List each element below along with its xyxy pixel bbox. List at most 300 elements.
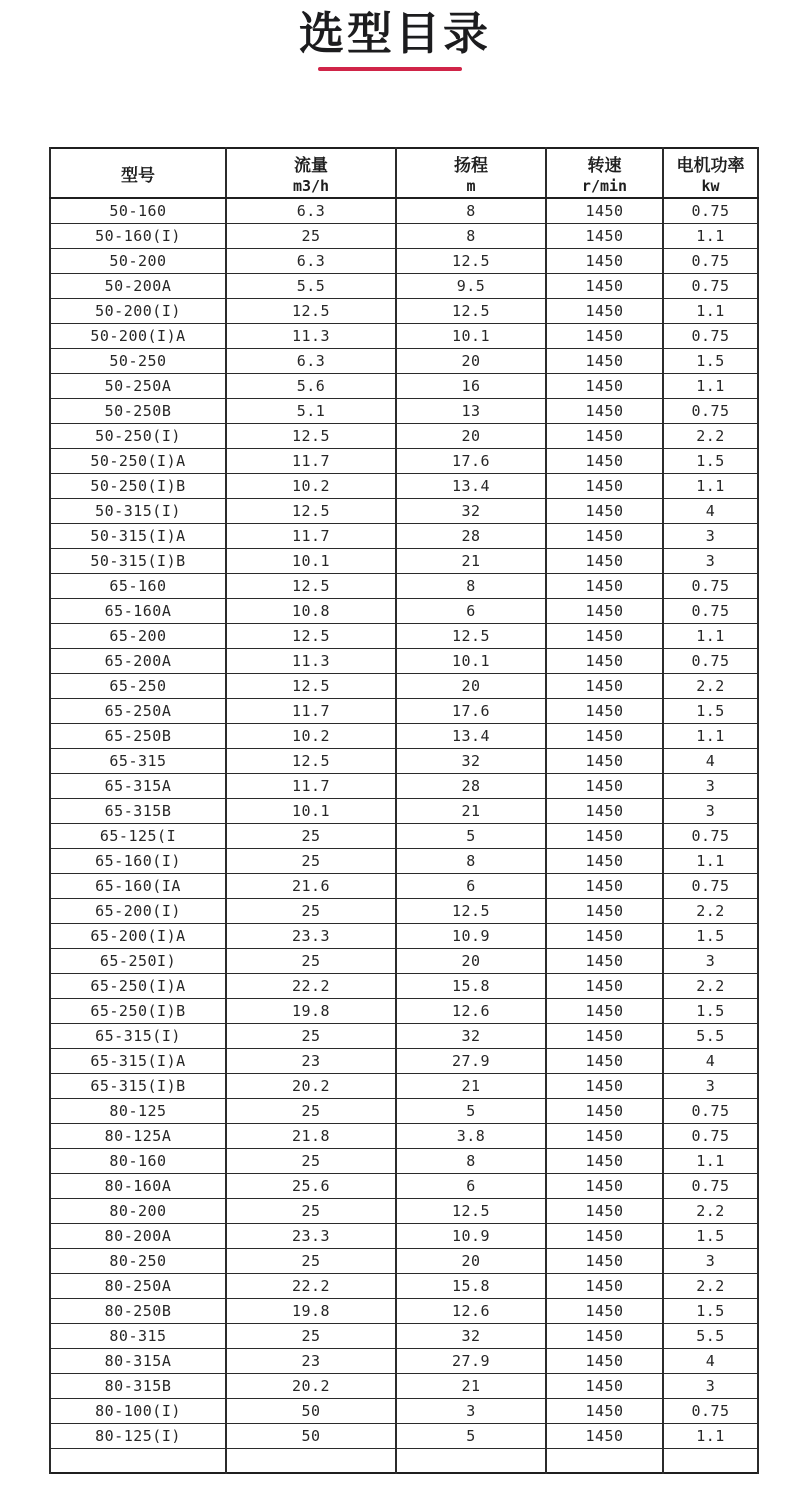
cell-head: 21 bbox=[396, 1073, 546, 1098]
cell-model: 50-250(I)A bbox=[50, 448, 226, 473]
cell-flow: 10.2 bbox=[226, 723, 396, 748]
cell-power: 0.75 bbox=[663, 398, 758, 423]
cell-flow: 25 bbox=[226, 1023, 396, 1048]
cell-model: 50-200 bbox=[50, 248, 226, 273]
table-row bbox=[50, 223, 758, 248]
cell-power: 1.5 bbox=[663, 1298, 758, 1323]
cell-flow: 12.5 bbox=[226, 298, 396, 323]
table-row bbox=[50, 248, 758, 273]
table-row bbox=[50, 1023, 758, 1048]
cell-model: 80-160A bbox=[50, 1173, 226, 1198]
cell-flow: 25 bbox=[226, 1323, 396, 1348]
cell-head: 10.9 bbox=[396, 923, 546, 948]
cell-power: 1.1 bbox=[663, 723, 758, 748]
cell-speed: 1450 bbox=[546, 1223, 663, 1248]
cell-head: 12.5 bbox=[396, 623, 546, 648]
cell-model: 50-315(I) bbox=[50, 498, 226, 523]
header-cell-speed bbox=[546, 148, 663, 198]
table-row bbox=[50, 398, 758, 423]
cell-power: 1.5 bbox=[663, 998, 758, 1023]
cell-flow: 22.2 bbox=[226, 1273, 396, 1298]
cell-head: 12.5 bbox=[396, 1198, 546, 1223]
cell-speed: 1450 bbox=[546, 723, 663, 748]
cell-speed: 1450 bbox=[546, 473, 663, 498]
cell-head: 21 bbox=[396, 798, 546, 823]
table-row bbox=[50, 1123, 758, 1148]
cell-speed: 1450 bbox=[546, 973, 663, 998]
cell-power: 3 bbox=[663, 798, 758, 823]
cell-power: 3 bbox=[663, 523, 758, 548]
cell-model: 80-160 bbox=[50, 1148, 226, 1173]
cell-model: 80-125 bbox=[50, 1098, 226, 1123]
cell-flow: 25 bbox=[226, 1248, 396, 1273]
cell-model: 65-315(I)B bbox=[50, 1073, 226, 1098]
table-row bbox=[50, 1373, 758, 1398]
cell-empty bbox=[663, 1448, 758, 1473]
cell-speed: 1450 bbox=[546, 448, 663, 473]
cell-speed: 1450 bbox=[546, 373, 663, 398]
cell-flow: 20.2 bbox=[226, 1073, 396, 1098]
cell-power: 4 bbox=[663, 1048, 758, 1073]
cell-speed: 1450 bbox=[546, 573, 663, 598]
cell-head: 9.5 bbox=[396, 273, 546, 298]
cell-flow: 6.3 bbox=[226, 198, 396, 223]
cell-flow: 25 bbox=[226, 1198, 396, 1223]
cell-power: 1.1 bbox=[663, 473, 758, 498]
cell-head: 8 bbox=[396, 573, 546, 598]
cell-head: 13 bbox=[396, 398, 546, 423]
cell-head: 32 bbox=[396, 1023, 546, 1048]
cell-model: 65-160(I) bbox=[50, 848, 226, 873]
cell-speed: 1450 bbox=[546, 523, 663, 548]
cell-head: 12.5 bbox=[396, 248, 546, 273]
cell-flow: 12.5 bbox=[226, 423, 396, 448]
cell-head: 8 bbox=[396, 198, 546, 223]
cell-speed: 1450 bbox=[546, 1148, 663, 1173]
cell-model: 50-250 bbox=[50, 348, 226, 373]
cell-flow: 19.8 bbox=[226, 998, 396, 1023]
table-header-row bbox=[50, 148, 758, 198]
table-row-partial bbox=[50, 1448, 758, 1473]
table-row bbox=[50, 1273, 758, 1298]
cell-model: 65-315A bbox=[50, 773, 226, 798]
cell-flow: 25 bbox=[226, 898, 396, 923]
cell-model: 65-315(I)A bbox=[50, 1048, 226, 1073]
cell-flow: 21.8 bbox=[226, 1123, 396, 1148]
cell-power: 3 bbox=[663, 1073, 758, 1098]
cell-head: 8 bbox=[396, 848, 546, 873]
cell-power: 0.75 bbox=[663, 198, 758, 223]
cell-model: 50-200(I)A bbox=[50, 323, 226, 348]
header-cell-flow bbox=[226, 148, 396, 198]
cell-head: 13.4 bbox=[396, 723, 546, 748]
cell-head: 10.9 bbox=[396, 1223, 546, 1248]
cell-power: 3 bbox=[663, 948, 758, 973]
cell-speed: 1450 bbox=[546, 273, 663, 298]
cell-flow: 6.3 bbox=[226, 348, 396, 373]
cell-speed: 1450 bbox=[546, 798, 663, 823]
cell-model: 65-160A bbox=[50, 598, 226, 623]
cell-head: 20 bbox=[396, 673, 546, 698]
cell-head: 20 bbox=[396, 1248, 546, 1273]
cell-power: 0.75 bbox=[663, 1123, 758, 1148]
cell-model: 50-315(I)A bbox=[50, 523, 226, 548]
cell-power: 0.75 bbox=[663, 598, 758, 623]
cell-power: 3 bbox=[663, 1373, 758, 1398]
cell-speed: 1450 bbox=[546, 1323, 663, 1348]
table-row bbox=[50, 1248, 758, 1273]
cell-power: 2.2 bbox=[663, 898, 758, 923]
header-label: 型号 bbox=[121, 165, 155, 186]
cell-head: 12.6 bbox=[396, 998, 546, 1023]
cell-model: 50-250A bbox=[50, 373, 226, 398]
cell-speed: 1450 bbox=[546, 1073, 663, 1098]
cell-head: 20 bbox=[396, 423, 546, 448]
header-cell-head bbox=[396, 148, 546, 198]
cell-head: 8 bbox=[396, 223, 546, 248]
table-row bbox=[50, 623, 758, 648]
table-row bbox=[50, 598, 758, 623]
cell-power: 3 bbox=[663, 1248, 758, 1273]
cell-speed: 1450 bbox=[546, 1273, 663, 1298]
cell-speed: 1450 bbox=[546, 773, 663, 798]
cell-flow: 10.2 bbox=[226, 473, 396, 498]
cell-head: 16 bbox=[396, 373, 546, 398]
cell-head: 21 bbox=[396, 1373, 546, 1398]
cell-model: 50-200A bbox=[50, 273, 226, 298]
table-row bbox=[50, 1198, 758, 1223]
cell-head: 15.8 bbox=[396, 1273, 546, 1298]
cell-power: 4 bbox=[663, 498, 758, 523]
cell-speed: 1450 bbox=[546, 548, 663, 573]
cell-head: 6 bbox=[396, 873, 546, 898]
header-unit: m3/h bbox=[292, 177, 330, 195]
cell-model: 65-250B bbox=[50, 723, 226, 748]
cell-speed: 1450 bbox=[546, 398, 663, 423]
cell-flow: 50 bbox=[226, 1423, 396, 1448]
cell-power: 0.75 bbox=[663, 648, 758, 673]
table-row bbox=[50, 948, 758, 973]
table-row bbox=[50, 323, 758, 348]
cell-empty bbox=[546, 1448, 663, 1473]
table-row bbox=[50, 1073, 758, 1098]
cell-head: 3.8 bbox=[396, 1123, 546, 1148]
cell-speed: 1450 bbox=[546, 1248, 663, 1273]
cell-head: 10.1 bbox=[396, 648, 546, 673]
table-row bbox=[50, 998, 758, 1023]
cell-model: 80-125(I) bbox=[50, 1423, 226, 1448]
cell-flow: 50 bbox=[226, 1398, 396, 1423]
cell-empty bbox=[50, 1448, 226, 1473]
cell-head: 28 bbox=[396, 773, 546, 798]
cell-head: 5 bbox=[396, 1423, 546, 1448]
table-row bbox=[50, 748, 758, 773]
selection-table bbox=[49, 147, 759, 1474]
cell-head: 20 bbox=[396, 948, 546, 973]
cell-power: 0.75 bbox=[663, 1398, 758, 1423]
cell-flow: 12.5 bbox=[226, 748, 396, 773]
cell-speed: 1450 bbox=[546, 498, 663, 523]
table-row bbox=[50, 923, 758, 948]
cell-speed: 1450 bbox=[546, 323, 663, 348]
cell-flow: 20.2 bbox=[226, 1373, 396, 1398]
cell-model: 65-250I) bbox=[50, 948, 226, 973]
cell-power: 1.5 bbox=[663, 698, 758, 723]
cell-flow: 5.1 bbox=[226, 398, 396, 423]
cell-flow: 10.8 bbox=[226, 598, 396, 623]
cell-power: 5.5 bbox=[663, 1023, 758, 1048]
cell-speed: 1450 bbox=[546, 673, 663, 698]
table-row bbox=[50, 898, 758, 923]
cell-power: 0.75 bbox=[663, 323, 758, 348]
table-row bbox=[50, 673, 758, 698]
cell-head: 15.8 bbox=[396, 973, 546, 998]
cell-head: 21 bbox=[396, 548, 546, 573]
table-row bbox=[50, 1048, 758, 1073]
cell-power: 2.2 bbox=[663, 1273, 758, 1298]
cell-model: 80-200 bbox=[50, 1198, 226, 1223]
cell-power: 1.5 bbox=[663, 348, 758, 373]
header-label: 流量 bbox=[294, 156, 328, 176]
cell-power: 1.5 bbox=[663, 448, 758, 473]
cell-power: 2.2 bbox=[663, 1198, 758, 1223]
cell-flow: 11.3 bbox=[226, 323, 396, 348]
cell-model: 65-315 bbox=[50, 748, 226, 773]
header-unit: kw bbox=[701, 177, 720, 195]
cell-flow: 25 bbox=[226, 823, 396, 848]
cell-speed: 1450 bbox=[546, 848, 663, 873]
cell-flow: 5.6 bbox=[226, 373, 396, 398]
cell-power: 0.75 bbox=[663, 1098, 758, 1123]
header-cell-model bbox=[50, 148, 226, 198]
table-row bbox=[50, 1148, 758, 1173]
cell-power: 0.75 bbox=[663, 273, 758, 298]
cell-flow: 19.8 bbox=[226, 1298, 396, 1323]
cell-flow: 21.6 bbox=[226, 873, 396, 898]
cell-head: 5 bbox=[396, 823, 546, 848]
cell-flow: 6.3 bbox=[226, 248, 396, 273]
cell-speed: 1450 bbox=[546, 873, 663, 898]
cell-model: 65-315(I) bbox=[50, 1023, 226, 1048]
cell-model: 65-250(I)B bbox=[50, 998, 226, 1023]
cell-head: 20 bbox=[396, 348, 546, 373]
table-row bbox=[50, 698, 758, 723]
cell-speed: 1450 bbox=[546, 1423, 663, 1448]
cell-flow: 23.3 bbox=[226, 923, 396, 948]
cell-speed: 1450 bbox=[546, 1198, 663, 1223]
cell-model: 50-315(I)B bbox=[50, 548, 226, 573]
header-label: 转速 bbox=[587, 156, 622, 176]
cell-speed: 1450 bbox=[546, 348, 663, 373]
cell-flow: 25 bbox=[226, 948, 396, 973]
cell-model: 80-250 bbox=[50, 1248, 226, 1273]
cell-speed: 1450 bbox=[546, 423, 663, 448]
cell-head: 6 bbox=[396, 1173, 546, 1198]
cell-speed: 1450 bbox=[546, 698, 663, 723]
cell-head: 12.5 bbox=[396, 298, 546, 323]
cell-model: 80-200A bbox=[50, 1223, 226, 1248]
cell-model: 65-200 bbox=[50, 623, 226, 648]
cell-model: 65-125(I bbox=[50, 823, 226, 848]
cell-speed: 1450 bbox=[546, 1098, 663, 1123]
table-row bbox=[50, 848, 758, 873]
cell-model: 65-315B bbox=[50, 798, 226, 823]
cell-model: 80-100(I) bbox=[50, 1398, 226, 1423]
cell-speed: 1450 bbox=[546, 898, 663, 923]
cell-speed: 1450 bbox=[546, 748, 663, 773]
cell-power: 0.75 bbox=[663, 248, 758, 273]
cell-speed: 1450 bbox=[546, 1373, 663, 1398]
table-row bbox=[50, 1223, 758, 1248]
cell-model: 65-160 bbox=[50, 573, 226, 598]
table-row bbox=[50, 1098, 758, 1123]
cell-speed: 1450 bbox=[546, 1173, 663, 1198]
cell-head: 27.9 bbox=[396, 1348, 546, 1373]
cell-power: 1.1 bbox=[663, 1423, 758, 1448]
cell-power: 3 bbox=[663, 773, 758, 798]
cell-speed: 1450 bbox=[546, 1298, 663, 1323]
cell-power: 1.1 bbox=[663, 848, 758, 873]
cell-head: 12.6 bbox=[396, 1298, 546, 1323]
table-row bbox=[50, 798, 758, 823]
cell-flow: 25 bbox=[226, 848, 396, 873]
cell-model: 80-315 bbox=[50, 1323, 226, 1348]
cell-empty bbox=[226, 1448, 396, 1473]
header-unit: r/min bbox=[581, 177, 628, 195]
cell-head: 27.9 bbox=[396, 1048, 546, 1073]
cell-flow: 12.5 bbox=[226, 623, 396, 648]
cell-model: 50-250B bbox=[50, 398, 226, 423]
table-row bbox=[50, 273, 758, 298]
cell-flow: 12.5 bbox=[226, 498, 396, 523]
cell-speed: 1450 bbox=[546, 823, 663, 848]
table-row bbox=[50, 348, 758, 373]
cell-head: 12.5 bbox=[396, 898, 546, 923]
table-row bbox=[50, 723, 758, 748]
cell-flow: 11.7 bbox=[226, 448, 396, 473]
cell-speed: 1450 bbox=[546, 623, 663, 648]
table-row bbox=[50, 1423, 758, 1448]
cell-flow: 5.5 bbox=[226, 273, 396, 298]
cell-power: 1.1 bbox=[663, 373, 758, 398]
cell-head: 32 bbox=[396, 1323, 546, 1348]
table-row bbox=[50, 473, 758, 498]
cell-power: 5.5 bbox=[663, 1323, 758, 1348]
cell-flow: 11.7 bbox=[226, 523, 396, 548]
table-row bbox=[50, 823, 758, 848]
table-row bbox=[50, 373, 758, 398]
cell-model: 50-250(I)B bbox=[50, 473, 226, 498]
cell-power: 2.2 bbox=[663, 673, 758, 698]
cell-speed: 1450 bbox=[546, 1348, 663, 1373]
cell-head: 10.1 bbox=[396, 323, 546, 348]
cell-flow: 25.6 bbox=[226, 1173, 396, 1198]
title-underline-divider bbox=[318, 67, 462, 71]
cell-flow: 23 bbox=[226, 1348, 396, 1373]
cell-model: 80-315A bbox=[50, 1348, 226, 1373]
cell-speed: 1450 bbox=[546, 198, 663, 223]
cell-speed: 1450 bbox=[546, 298, 663, 323]
cell-power: 1.1 bbox=[663, 223, 758, 248]
cell-flow: 23.3 bbox=[226, 1223, 396, 1248]
cell-model: 80-250B bbox=[50, 1298, 226, 1323]
cell-model: 50-250(I) bbox=[50, 423, 226, 448]
cell-power: 0.75 bbox=[663, 573, 758, 598]
cell-flow: 11.7 bbox=[226, 773, 396, 798]
cell-speed: 1450 bbox=[546, 1023, 663, 1048]
cell-power: 4 bbox=[663, 748, 758, 773]
table-row bbox=[50, 648, 758, 673]
cell-head: 32 bbox=[396, 748, 546, 773]
table-row bbox=[50, 1348, 758, 1373]
cell-power: 1.1 bbox=[663, 623, 758, 648]
cell-speed: 1450 bbox=[546, 948, 663, 973]
cell-model: 80-125A bbox=[50, 1123, 226, 1148]
cell-power: 3 bbox=[663, 548, 758, 573]
table-row bbox=[50, 523, 758, 548]
table-row bbox=[50, 548, 758, 573]
header-label: 电机功率 bbox=[676, 156, 745, 176]
header-unit: m bbox=[466, 177, 476, 195]
cell-head: 28 bbox=[396, 523, 546, 548]
cell-speed: 1450 bbox=[546, 598, 663, 623]
cell-power: 0.75 bbox=[663, 1173, 758, 1198]
cell-flow: 25 bbox=[226, 1098, 396, 1123]
cell-speed: 1450 bbox=[546, 1398, 663, 1423]
table-row bbox=[50, 198, 758, 223]
header-cell-power bbox=[663, 148, 758, 198]
cell-speed: 1450 bbox=[546, 923, 663, 948]
table-row bbox=[50, 1398, 758, 1423]
cell-speed: 1450 bbox=[546, 248, 663, 273]
cell-model: 65-250A bbox=[50, 698, 226, 723]
cell-flow: 25 bbox=[226, 1148, 396, 1173]
cell-head: 17.6 bbox=[396, 698, 546, 723]
cell-power: 4 bbox=[663, 1348, 758, 1373]
cell-head: 3 bbox=[396, 1398, 546, 1423]
table-row bbox=[50, 423, 758, 448]
cell-speed: 1450 bbox=[546, 1048, 663, 1073]
cell-head: 32 bbox=[396, 498, 546, 523]
cell-head: 6 bbox=[396, 598, 546, 623]
cell-flow: 25 bbox=[226, 223, 396, 248]
table-row bbox=[50, 448, 758, 473]
table-row bbox=[50, 1323, 758, 1348]
cell-flow: 10.1 bbox=[226, 548, 396, 573]
cell-model: 50-200(I) bbox=[50, 298, 226, 323]
cell-power: 0.75 bbox=[663, 823, 758, 848]
cell-flow: 10.1 bbox=[226, 798, 396, 823]
table-row bbox=[50, 298, 758, 323]
cell-flow: 22.2 bbox=[226, 973, 396, 998]
cell-model: 65-250 bbox=[50, 673, 226, 698]
cell-speed: 1450 bbox=[546, 998, 663, 1023]
cell-flow: 11.3 bbox=[226, 648, 396, 673]
cell-speed: 1450 bbox=[546, 648, 663, 673]
cell-power: 1.1 bbox=[663, 298, 758, 323]
cell-flow: 11.7 bbox=[226, 698, 396, 723]
header-label: 扬程 bbox=[454, 156, 488, 176]
table-row bbox=[50, 1173, 758, 1198]
table-row bbox=[50, 973, 758, 998]
table-row bbox=[50, 873, 758, 898]
cell-speed: 1450 bbox=[546, 223, 663, 248]
cell-head: 13.4 bbox=[396, 473, 546, 498]
cell-head: 17.6 bbox=[396, 448, 546, 473]
cell-empty bbox=[396, 1448, 546, 1473]
cell-head: 5 bbox=[396, 1098, 546, 1123]
table-row bbox=[50, 1298, 758, 1323]
